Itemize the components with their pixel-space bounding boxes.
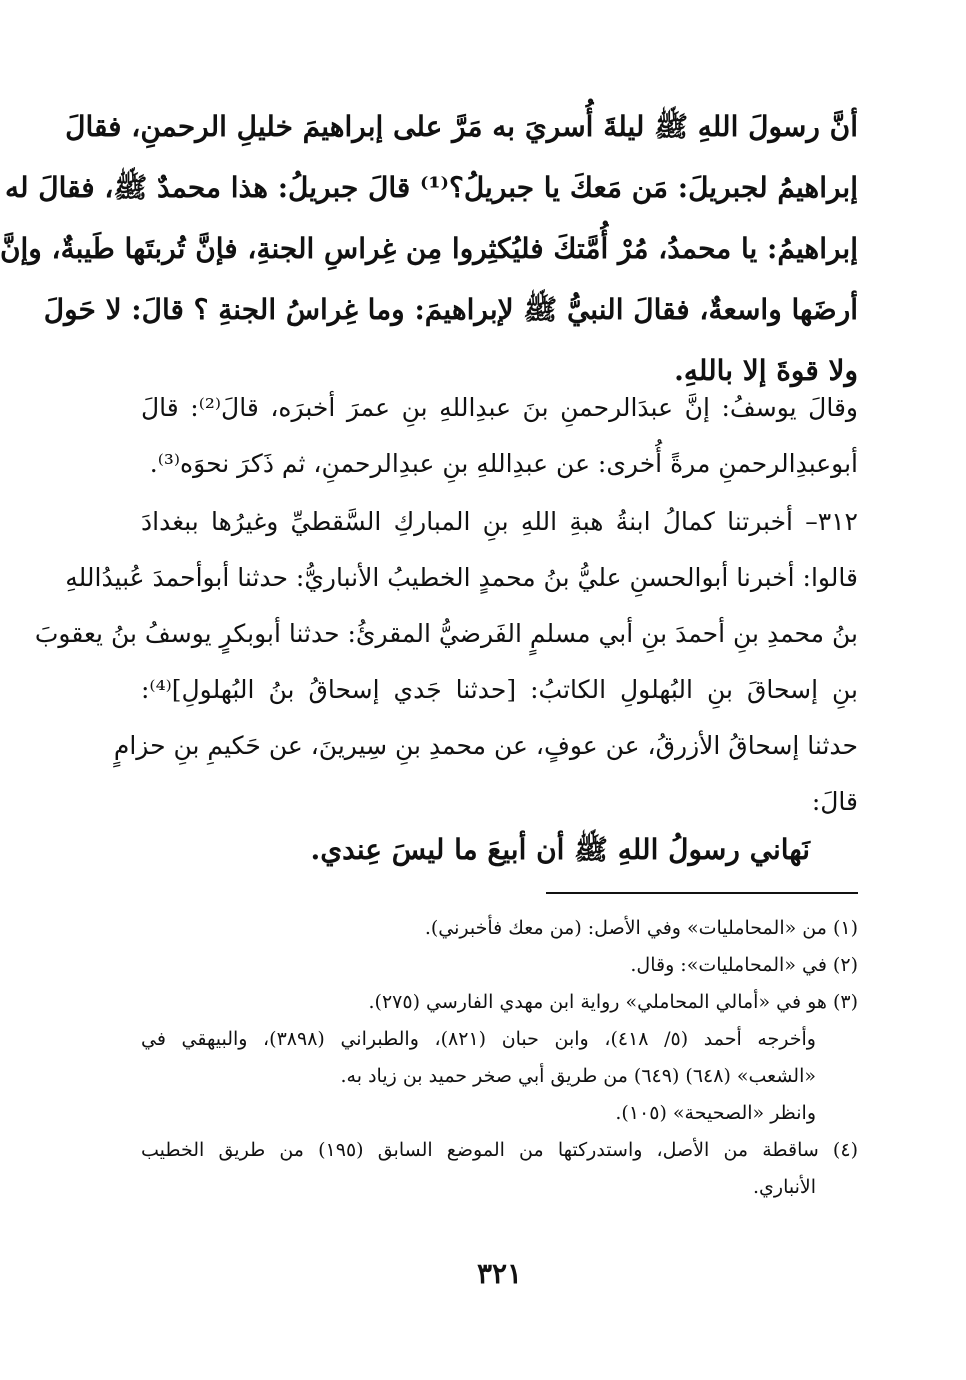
- text-line: إبراهيمُ لجبريلَ: مَن مَعكَ يا جبريلُ؟⁽¹⁾ قالَ جبريلُ: هذا محمدٌ ﷺ، فقالَ له: [4, 171, 858, 204]
- paragraph-3: [34, 494, 858, 830]
- footnote-line: (٢) في «المحامليات»: وقال.: [630, 954, 858, 976]
- footnote-line: «الشعب» (٦٤٨) (٦٤٩) من طريق أبي صخر حميد بن زياد به.: [340, 1065, 816, 1087]
- text-line: إبراهيمُ: يا محمدُ، مُرْ أُمَّتكَ فليُكثِروا مِن غِراسِ الجنةِ، فإنَّ تُربتَها طَيبةٌ، وإنَّ: [0, 232, 858, 265]
- paragraph-1: [0, 96, 858, 401]
- hadith-text: نَهاني رسولُ اللهِ ﷺ أن أبيعَ ما ليسَ عِندي.: [310, 833, 810, 866]
- text-line: وقالَ يوسفُ: إنَّ عبدَالرحمنِ بنَ عبدِاللهِ بنِ عمرَ أخبرَه، قالَ⁽²⁾: قالَ: [141, 393, 858, 422]
- page-number: ٣٢١: [476, 1257, 523, 1290]
- footnote-line: (١) من «المحامليات» وفي الأصل: (من معك فأخبرني).: [424, 917, 858, 939]
- footnote-divider: [546, 892, 858, 894]
- footnote-line: وانظر «الصحيحة» (١٠٥).: [615, 1102, 816, 1124]
- text-line: حدثنا إسحاقُ الأزرقُ، عن عوفٍ، عن محمدِ بنِ سِيرينَ، عن حَكيمِ بنِ حزامٍ: [113, 731, 858, 760]
- text-line: أرضَها واسعةٌ، فقالَ النبيُّ ﷺ لإبراهيمَ: وما غِراسُ الجنةِ ؟ قالَ: لا حَولَ: [43, 293, 858, 326]
- text-line: قالَ:: [811, 787, 858, 816]
- text-line: بنِ إسحاقَ بنِ البُهلولِ الكاتبُ: [حدثنا جَدي إسحاقُ بنُ البُهلولِ]⁽⁴⁾:: [141, 675, 858, 704]
- paragraph-2: [141, 380, 858, 492]
- text-line: ٣١٢– أخبرتنا كمالُ ابنةُ هبةِ اللهِ بنِ المباركِ السَّقطيِّ وغيرُها ببغدادَ: [141, 507, 858, 536]
- text-line: بنُ محمدِ بنِ أحمدَ بنِ أبي مسلمٍ الفَرضيُّ المقرئُ: حدثنا أبوبكرٍ يوسفُ بنُ يعقوبَ: [34, 619, 858, 648]
- footnote-line: (٣) هو في «أمالي المحاملي» رواية ابن مهدي الفارسي (٢٧٥).: [368, 991, 858, 1013]
- text-line: أبوعبدِالرحمنِ مرةً أُخرى: عن عبدِاللهِ بنِ عبدِالرحمنِ، ثم ذَكرَ نحوَه⁽³⁾.: [149, 449, 858, 478]
- text-line: ولا قوةَ إلا باللهِ.: [674, 354, 858, 387]
- text-line: قالوا: أخبرنا أبوالحسنِ عليُّ بنُ محمدٍ الخطيبُ الأنباريُّ: حدثنا أبوأحمدَ عُبيدُاللهِ: [65, 563, 858, 592]
- text-line: أنَّ رسولَ اللهِ ﷺ ليلةَ أُسريَ به مَرَّ على إبراهيمَ خليلِ الرحمنِ، فقالَ: [65, 110, 858, 143]
- footnotes: [141, 910, 858, 1206]
- footnote-line: وأخرجه أحمد (٥/ ٤١٨)، وابن حبان (٨٢١)، والطبراني (٣٨٩٨)، والبيهقي في: [141, 1028, 816, 1050]
- footnote-line: (٤) ساقطة من الأصل، واستدركتها من الموضع السابق (١٩٥) من طريق الخطيب: [141, 1139, 858, 1161]
- footnote-line: الأنباري.: [752, 1176, 816, 1198]
